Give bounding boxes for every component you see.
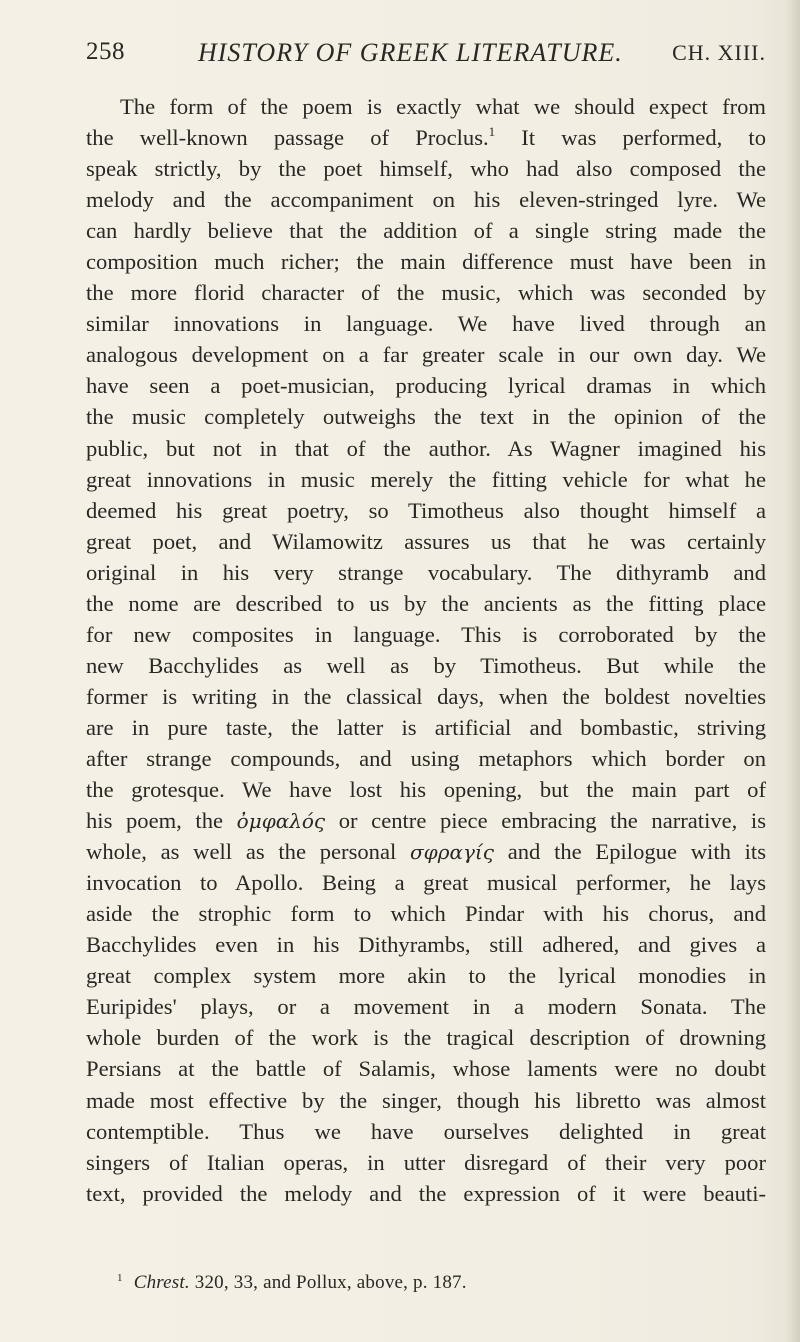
text-line: public, but not in that of the author. As Wagner imagined his xyxy=(86,435,766,461)
text-line: invocation to Apollo. Being a great musical performer, he lays xyxy=(86,870,766,896)
text-line: contemptible. Thus we have ourselves delighted in great xyxy=(86,1118,766,1144)
page-number: 258 xyxy=(86,38,125,65)
text-line: great poet, and Wilamowitz assures us that he was certainly xyxy=(86,528,766,554)
text-line: original in his very strange vocabulary. The dithyramb and xyxy=(86,559,766,585)
text-line: Persians at the battle of Salamis, whose laments were no doubt xyxy=(86,1056,766,1082)
text-line: new Bacchylides as well as by Timotheus. But while the xyxy=(86,652,766,678)
text-line: whole burden of the work is the tragical description of drowning xyxy=(86,1025,766,1051)
text-line: text, provided the melody and the expression of it were beauti- xyxy=(86,1180,766,1206)
text-line: The form of the poem is exactly what we should expect from xyxy=(120,94,766,119)
chapter-label: CH. XIII. xyxy=(672,40,766,65)
text-segment: and the Epilogue with its xyxy=(493,839,766,865)
footnote-reference: 1 xyxy=(488,124,496,140)
text-line: Euripides' plays, or a movement in a modern Sonata. The xyxy=(86,994,766,1020)
running-title: HISTORY OF GREEK LITERATURE. xyxy=(198,38,623,67)
text-line: former is writing in the classical days, when the boldest novelties xyxy=(86,683,766,709)
text-line: the more florid character of the music, which was seconded by xyxy=(86,280,766,306)
text-line: have seen a poet-musician, producing lyrical dramas in which xyxy=(86,373,766,399)
text-line: are in pure taste, the latter is artificial and bombastic, striving xyxy=(86,714,766,740)
text-line: the nome are described to us by the ancients as the fitting place xyxy=(86,590,766,616)
greek-word-sphragis: σφραγίς xyxy=(410,840,494,865)
text-line: analogous development on a far greater scale in our own day. We xyxy=(86,342,766,368)
text-line: for new composites in language. This is corroborated by the xyxy=(86,621,766,647)
text-line: aside the strophic form to which Pindar with his chorus, and xyxy=(86,901,766,927)
text-line: similar innovations in language. We have lived through an xyxy=(86,311,766,337)
text-line: great complex system more akin to the lyrical monodies in xyxy=(86,963,766,989)
text-segment: It was performed, to xyxy=(495,125,766,151)
text-line: after strange compounds, and using metaphors which border on xyxy=(86,745,766,771)
footnote-text: 320, 33, and Pollux, above, p. 187. xyxy=(189,1272,467,1293)
text-line: composition much richer; the main difference must have been in xyxy=(86,249,766,275)
text-segment: the well-known passage of Proclus. xyxy=(86,125,489,151)
text-line: can hardly believe that the addition of a single string made the xyxy=(86,218,766,244)
text-line: Bacchylides even in his Dithyrambs, still adhered, and gives a xyxy=(86,932,766,958)
text-line: singers of Italian operas, in utter disregard of their very poor xyxy=(86,1149,766,1175)
text-line: speak strictly, by the poet himself, who had also composed the xyxy=(86,156,766,182)
page-edge-shadow xyxy=(786,0,800,1342)
text-line xyxy=(86,122,766,153)
footnote xyxy=(117,1272,767,1294)
footnote-mark: 1 xyxy=(117,1272,123,1284)
text-line: great innovations in music merely the fitting vehicle for what he xyxy=(86,466,766,492)
text-line: deemed his great poetry, so Timotheus also thought himself a xyxy=(86,497,766,523)
text-line: the grotesque. We have lost his opening, but the main part of xyxy=(86,777,766,803)
text-segment: or centre piece embracing the narrative, is xyxy=(325,808,767,834)
text-line: the music completely outweighs the text in the opinion of the xyxy=(86,404,766,430)
running-header xyxy=(86,38,766,78)
text-segment: his poem, the xyxy=(86,808,237,834)
text-segment: whole, as well as the personal xyxy=(86,839,411,865)
text-line xyxy=(86,805,766,836)
body-paragraph xyxy=(86,91,766,1209)
text-line xyxy=(86,836,766,867)
text-line: made most effective by the singer, though his libretto was almost xyxy=(86,1087,766,1113)
footnote-title: Chrest. xyxy=(133,1272,190,1293)
greek-word-omphalos: ὀμφαλός xyxy=(236,809,326,834)
text-line: melody and the accompaniment on his eleven-stringed lyre. We xyxy=(86,187,766,213)
